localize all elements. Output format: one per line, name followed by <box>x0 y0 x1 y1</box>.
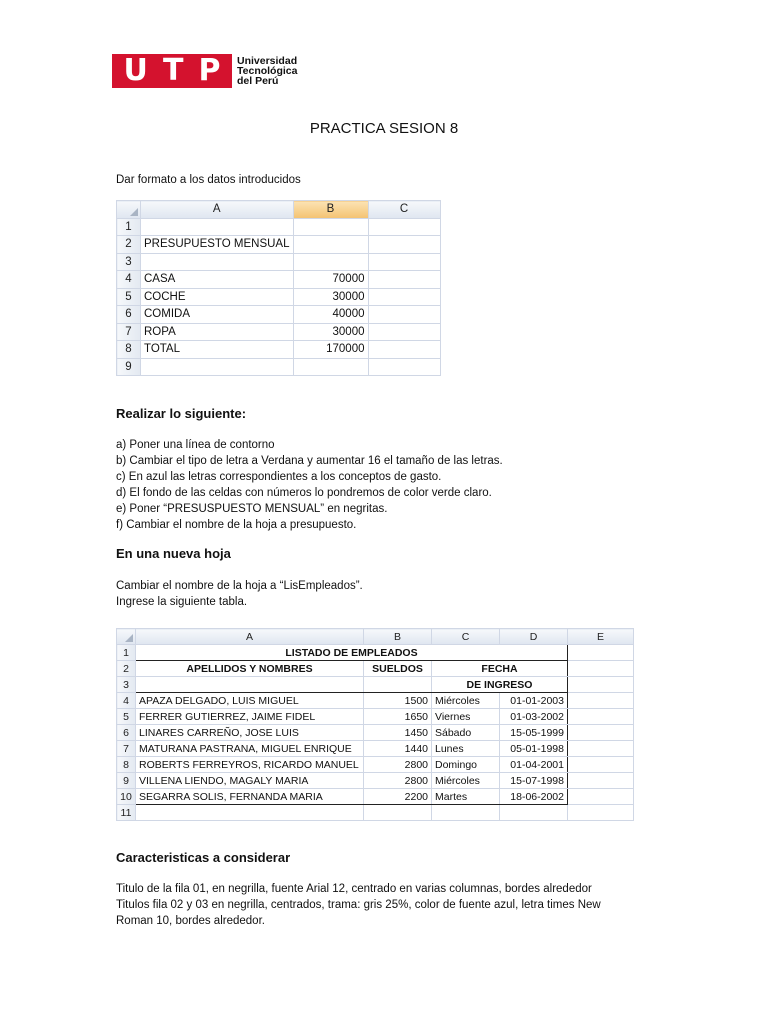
employee-salary-cell[interactable]: 1450 <box>364 725 432 741</box>
row-header[interactable]: 7 <box>117 741 136 757</box>
employee-salary-cell[interactable]: 2800 <box>364 757 432 773</box>
cell-a1[interactable] <box>141 218 294 236</box>
instruction-line: Cambiar el nombre de la hoja a “LisEmpleados”. <box>116 580 363 592</box>
column-header-a[interactable]: A <box>141 201 294 219</box>
table-row <box>117 741 634 757</box>
table-row <box>117 709 634 725</box>
select-all-corner[interactable] <box>117 201 141 219</box>
cell-c1[interactable] <box>368 218 440 236</box>
sheet-row <box>117 306 441 324</box>
logo-letter-p: P <box>198 53 221 88</box>
cell-b11[interactable] <box>364 805 432 821</box>
header-date-2-cell[interactable]: DE INGRESO <box>432 677 568 693</box>
section-heading-tasks: Realizar lo siguiente: <box>116 406 247 421</box>
cell-b2[interactable] <box>293 236 368 254</box>
employee-name-cell[interactable]: FERRER GUTIERREZ, JAIME FIDEL <box>136 709 364 725</box>
row-header[interactable]: 1 <box>117 645 136 661</box>
page-title: PRACTICA SESION 8 <box>309 120 459 137</box>
characteristics-text <box>116 881 601 929</box>
row-header[interactable]: 10 <box>117 789 136 805</box>
employee-salary-cell[interactable]: 2800 <box>364 773 432 789</box>
cell-b7[interactable]: 30000 <box>293 323 368 341</box>
cell-b9[interactable] <box>293 358 368 376</box>
sheet-row <box>117 236 441 254</box>
sheet-row <box>117 323 441 341</box>
row-header[interactable]: 8 <box>117 757 136 773</box>
sheet-row <box>117 218 441 236</box>
cell-a9[interactable] <box>141 358 294 376</box>
instruction-line: Ingrese la siguiente tabla. <box>116 596 248 608</box>
cell-c11[interactable] <box>432 805 500 821</box>
sheet-row <box>117 253 441 271</box>
cell-b3[interactable] <box>293 253 368 271</box>
table-row <box>117 757 634 773</box>
sheet-row <box>117 645 634 661</box>
sheet-row <box>117 288 441 306</box>
employee-date-cell[interactable]: 15-07-1998 <box>500 773 568 789</box>
row-header[interactable]: 4 <box>117 271 141 289</box>
employee-name-cell[interactable]: MATURANA PASTRANA, MIGUEL ENRIQUE <box>136 741 364 757</box>
cell-e[interactable] <box>568 741 634 757</box>
row-header[interactable]: 3 <box>117 677 136 693</box>
logo-letter-u: U <box>123 53 148 88</box>
utp-logo <box>112 54 297 88</box>
row-header[interactable]: 8 <box>117 341 141 359</box>
section-heading-characteristics: Caracteristicas a considerar <box>116 850 291 865</box>
cell-e[interactable] <box>568 757 634 773</box>
cell-e11[interactable] <box>568 805 634 821</box>
column-header-c[interactable]: C <box>368 201 440 219</box>
row-header[interactable]: 2 <box>117 236 141 254</box>
cell-e3[interactable] <box>568 677 634 693</box>
budget-spreadsheet <box>116 200 441 376</box>
characteristics-line: Titulos fila 02 y 03 en negrilla, centrados, trama: gris 25%, color de fuente azul, letra times New <box>116 899 601 911</box>
cell-c4[interactable] <box>368 271 440 289</box>
employee-salary-cell[interactable]: 2200 <box>364 789 432 805</box>
employee-name-cell[interactable]: VILLENA LIENDO, MAGALY MARIA <box>136 773 364 789</box>
sheet-row <box>117 271 441 289</box>
cell-a11[interactable] <box>136 805 364 821</box>
new-sheet-instructions <box>116 578 363 610</box>
cell-b3[interactable] <box>364 677 432 693</box>
row-header[interactable]: 4 <box>117 693 136 709</box>
sheet-row <box>117 341 441 359</box>
cell-a7[interactable]: ROPA <box>141 323 294 341</box>
table-row <box>117 725 634 741</box>
intro-text: Dar formato a los datos introducidos <box>116 174 301 186</box>
logo-line-1: Universidad <box>237 55 298 67</box>
employee-salary-cell[interactable]: 1500 <box>364 693 432 709</box>
characteristics-line: Roman 10, bordes alrededor. <box>116 915 265 927</box>
employee-date-cell[interactable]: 01-04-2001 <box>500 757 568 773</box>
employee-name-cell[interactable]: LINARES CARREÑO, JOSE LUIS <box>136 725 364 741</box>
employee-date-cell[interactable]: 01-01-2003 <box>500 693 568 709</box>
sheet-row <box>117 358 441 376</box>
cell-a4[interactable]: CASA <box>141 271 294 289</box>
employee-day-cell[interactable]: Martes <box>432 789 500 805</box>
cell-b8[interactable]: 170000 <box>293 341 368 359</box>
employee-day-cell[interactable]: Sábado <box>432 725 500 741</box>
characteristics-line: Titulo de la fila 01, en negrilla, fuente Arial 12, centrado en varias columnas, bordes alrededor <box>116 883 592 895</box>
cell-c7[interactable] <box>368 323 440 341</box>
cell-e[interactable] <box>568 693 634 709</box>
row-header[interactable]: 5 <box>117 288 141 306</box>
table-row <box>117 693 634 709</box>
cell-a2[interactable]: PRESUPUESTO MENSUAL <box>141 236 294 254</box>
sheet-row <box>117 661 634 677</box>
row-header[interactable]: 7 <box>117 323 141 341</box>
select-all-corner[interactable] <box>117 629 136 645</box>
row-header[interactable]: 11 <box>117 805 136 821</box>
header-salary-cell[interactable]: SUELDOS <box>364 661 432 677</box>
column-header-b[interactable]: B <box>293 201 368 219</box>
sheet-row <box>117 805 634 821</box>
logo-line-3: del Perú <box>237 75 279 87</box>
employee-day-cell[interactable]: Miércoles <box>432 693 500 709</box>
logo-letter-t: T <box>162 53 184 88</box>
row-header[interactable]: 5 <box>117 709 136 725</box>
cell-e[interactable] <box>568 709 634 725</box>
cell-e[interactable] <box>568 789 634 805</box>
employee-day-cell[interactable]: Miércoles <box>432 773 500 789</box>
cell-b1[interactable] <box>293 218 368 236</box>
cell-e1[interactable] <box>568 645 634 661</box>
cell-c3[interactable] <box>368 253 440 271</box>
cell-c5[interactable] <box>368 288 440 306</box>
employee-date-cell[interactable]: 18-06-2002 <box>500 789 568 805</box>
table-title-cell[interactable]: LISTADO DE EMPLEADOS <box>136 645 568 661</box>
column-header-b[interactable]: B <box>364 629 432 645</box>
cell-a5[interactable]: COCHE <box>141 288 294 306</box>
cell-e[interactable] <box>568 773 634 789</box>
sheet-row <box>117 677 634 693</box>
row-header[interactable]: 9 <box>117 773 136 789</box>
employee-day-cell[interactable]: Domingo <box>432 757 500 773</box>
employee-day-cell[interactable]: Viernes <box>432 709 500 725</box>
row-header[interactable]: 6 <box>117 306 141 324</box>
cell-c8[interactable] <box>368 341 440 359</box>
column-header-a[interactable]: A <box>136 629 364 645</box>
employee-name-cell[interactable]: APAZA DELGADO, LUIS MIGUEL <box>136 693 364 709</box>
row-header[interactable]: 9 <box>117 358 141 376</box>
employee-date-cell[interactable]: 05-01-1998 <box>500 741 568 757</box>
cell-a3[interactable] <box>136 677 364 693</box>
cell-b5[interactable]: 30000 <box>293 288 368 306</box>
task-item: f) Cambiar el nombre de la hoja a presupuesto. <box>116 519 357 531</box>
column-header-e[interactable]: E <box>568 629 634 645</box>
task-item: a) Poner una línea de contorno <box>116 439 275 451</box>
column-header-d[interactable]: D <box>500 629 568 645</box>
section-heading-new-sheet: En una nueva hoja <box>116 546 231 561</box>
employee-salary-cell[interactable]: 1440 <box>364 741 432 757</box>
cell-a3[interactable] <box>141 253 294 271</box>
employees-spreadsheet <box>116 628 634 821</box>
cell-c9[interactable] <box>368 358 440 376</box>
cell-e2[interactable] <box>568 661 634 677</box>
cell-c2[interactable] <box>368 236 440 254</box>
employee-day-cell[interactable]: Lunes <box>432 741 500 757</box>
row-header[interactable]: 2 <box>117 661 136 677</box>
table-row <box>117 773 634 789</box>
task-item: c) En azul las letras correspondientes a los conceptos de gasto. <box>116 471 442 483</box>
cell-d11[interactable] <box>500 805 568 821</box>
task-list <box>116 437 503 533</box>
cell-b6[interactable]: 40000 <box>293 306 368 324</box>
employee-date-cell[interactable]: 01-03-2002 <box>500 709 568 725</box>
column-header-row <box>117 201 441 219</box>
task-item: b) Cambiar el tipo de letra a Verdana y aumentar 16 el tamaño de las letras. <box>116 455 503 467</box>
logo-wordmark <box>237 56 297 86</box>
employee-date-cell[interactable]: 15-05-1999 <box>500 725 568 741</box>
column-header-c[interactable]: C <box>432 629 500 645</box>
table-row <box>117 789 634 805</box>
task-item: e) Poner “PRESUSPUESTO MENSUAL” en negritas. <box>116 503 388 515</box>
row-header[interactable]: 3 <box>117 253 141 271</box>
row-header[interactable]: 6 <box>117 725 136 741</box>
header-date-cell[interactable]: FECHA <box>432 661 568 677</box>
task-item: d) El fondo de las celdas con números lo pondremos de color verde claro. <box>116 487 492 499</box>
row-header[interactable]: 1 <box>117 218 141 236</box>
cell-a6[interactable]: COMIDA <box>141 306 294 324</box>
column-header-row <box>117 629 634 645</box>
employee-name-cell[interactable]: ROBERTS FERREYROS, RICARDO MANUEL <box>136 757 364 773</box>
cell-a8[interactable]: TOTAL <box>141 341 294 359</box>
logo-line-2: Tecnológica <box>237 65 298 77</box>
utp-logo-mark <box>112 54 232 88</box>
header-names-cell[interactable]: APELLIDOS Y NOMBRES <box>136 661 364 677</box>
cell-b4[interactable]: 70000 <box>293 271 368 289</box>
employee-name-cell[interactable]: SEGARRA SOLIS, FERNANDA MARIA <box>136 789 364 805</box>
employee-salary-cell[interactable]: 1650 <box>364 709 432 725</box>
cell-c6[interactable] <box>368 306 440 324</box>
cell-e[interactable] <box>568 725 634 741</box>
